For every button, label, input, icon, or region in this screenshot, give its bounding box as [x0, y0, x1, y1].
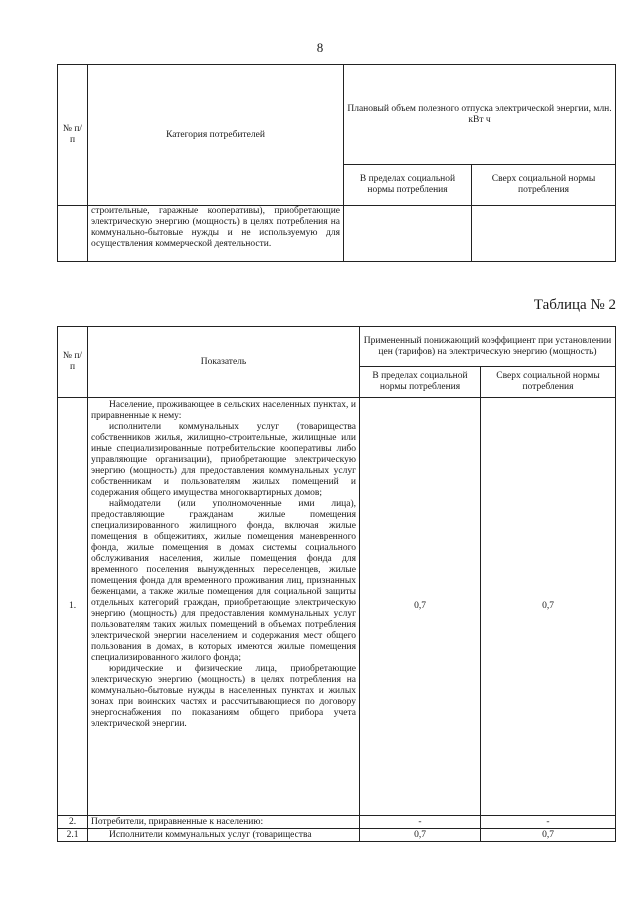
table-row	[58, 829, 616, 842]
header-within-norm: В пределах социальной нормы потребления	[344, 165, 472, 206]
cell-above	[472, 206, 616, 262]
cell-number: 2.	[58, 816, 88, 829]
cell-category: строительные, гаражные кооперативы), приобретающие электрическую энергию (мощность) в целях потребления на коммунально-бытовые нужды и не используемую для осуществления коммерческой деятельности.	[88, 206, 344, 262]
header-planned-volume: Плановый объем полезного отпуска электрической энергии, млн. кВт ч	[344, 65, 616, 165]
table-row	[58, 398, 616, 816]
paragraph: юридические и физические лица, приобретающие электрическую энергию (мощность) в целях потребления на коммунально-бытовые нужды в населенных пунктах и жилых зонах при воинских частях и рассчитывающиеся по договору энергоснабжения по показаниям общего прибора учета электрической энергии.	[91, 664, 356, 729]
header-above-norm: Сверх социальной нормы потребления	[481, 367, 616, 398]
paragraph: Население, проживающее в сельских населенных пунктах, и приравненные к нему:	[91, 400, 356, 421]
cell-within	[344, 206, 472, 262]
cell-indicator	[88, 398, 360, 816]
cell-within: 0,7	[360, 829, 481, 842]
cell-above: 0,7	[481, 398, 616, 816]
header-number: № п/п	[58, 327, 88, 398]
page-number: 8	[316, 40, 324, 55]
table-row	[58, 206, 616, 262]
cell-above: -	[481, 816, 616, 829]
cell-within: 0,7	[360, 398, 481, 816]
table-row	[58, 816, 616, 829]
header-within-norm: В пределах социальной нормы потребления	[360, 367, 481, 398]
table-reduction-coefficient	[57, 326, 616, 842]
header-number: № п/п	[58, 65, 88, 206]
header-above-norm: Сверх социальной нормы потребления	[472, 165, 616, 206]
paragraph: наймодатели (или уполномоченные ими лица), предоставляющие гражданам жилые помещения специализированного жилищного фонда, включая жилые помещения в общежитиях, жилые помещения маневренного фонда, жилые помещения в домах системы социального обслуживания населения, жилые помещения фонда для временного поселения вынужденных переселенцев, жилые помещения фонда для временного проживания лиц, признанных беженцами, а также жилые помещения для социальной защиты отдельных категорий граждан, приобретающие электрическую энергию (мощность) для предоставления коммунальных услуг пользователям таких жилых помещений в объемах потребления электрической энергии населением и содержания мест общего пользования в домах, в которых имеются жилые помещения специализированного жилого фонда;	[91, 499, 356, 663]
header-category: Категория потребителей	[88, 65, 344, 206]
paragraph: исполнители коммунальных услуг (товарищества собственников жилья, жилищно-строительные, жилищные или иные специализированные потребительские кооперативы либо управляющие организации), приобретающие электрическую энергию (мощность) для предоставления коммунальных услуг собственникам и пользователям жилых помещений и содержания общего имущества многоквартирных домов;	[91, 422, 356, 498]
cell-number: 2.1	[58, 829, 88, 842]
cell-indicator: Потребители, приравненные к населению:	[88, 816, 360, 829]
cell-within: -	[360, 816, 481, 829]
table-caption: Таблица № 2	[533, 297, 616, 313]
header-indicator: Показатель	[88, 327, 360, 398]
header-coefficient: Примененный понижающий коэффициент при установлении цен (тарифов) на электрическую энергию (мощность)	[360, 327, 616, 367]
cell-indicator: Исполнители коммунальных услуг (товарищества	[88, 829, 360, 842]
cell-above: 0,7	[481, 829, 616, 842]
table-planned-volume	[57, 64, 616, 262]
cell-number: 1.	[58, 398, 88, 816]
cell-number	[58, 206, 88, 262]
